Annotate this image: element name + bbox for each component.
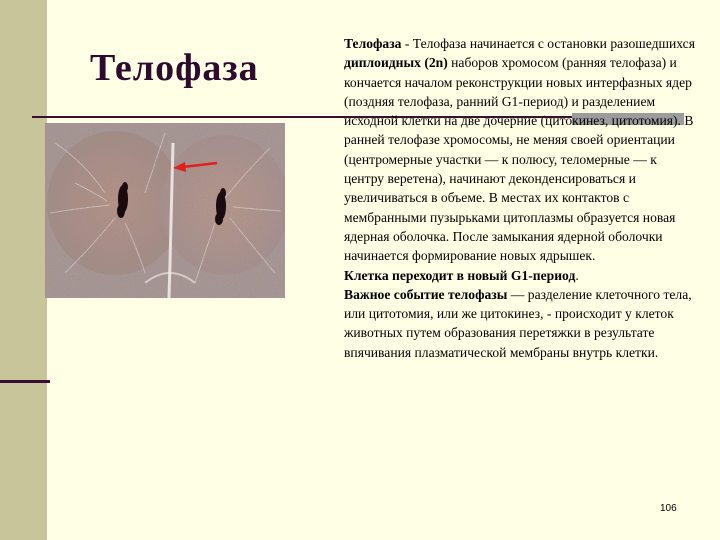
- telophase-micrograph: [45, 123, 285, 298]
- text-paragraph: [344, 34, 696, 266]
- description-text: [344, 34, 696, 362]
- text-run: наборов хромосом (ранняя телофаза) и кончается началом реконструкции новых интерфазных ядер (поздняя телофаза, ранний G1-период) и разделением исходной клетки на две дочерние (цитокинез, цитотомия). В ранней телофазе хромосомы, не меняя своей ориентации (центромерные участки — к полюсу, теломерные — к центру веретена), начинают деконденсироваться и увеличиваться в объеме. В местах их контактов с мембранными пузырьками цитоплазмы образуется новая ядерная оболочка. После замыкания ядерной оболочки начинается формирование новых ядрышек.: [344, 55, 694, 264]
- left-decorative-band: [0, 0, 47, 540]
- page-number: 106: [660, 503, 677, 514]
- slide-title: Телофаза: [90, 47, 259, 89]
- left-band-accent-line: [0, 380, 50, 383]
- text-paragraph: [344, 285, 696, 362]
- text-run: - Телофаза начинается с остановки разошедшихся: [401, 36, 695, 51]
- text-run: .: [575, 267, 579, 283]
- bold-run: Телофаза: [344, 36, 402, 51]
- bold-run: диплоидных (2n): [344, 55, 448, 71]
- bold-run: Важное событие телофазы: [344, 286, 508, 302]
- text-paragraph: [344, 266, 696, 285]
- bold-run: Клетка переходит в новый G1-период: [344, 267, 576, 283]
- text-run: — разделение клеточного тела, или цитотомия, или же цитокинез, - происходит у клеток животных путем образования перетяжки в результате впячивания плазматической мембраны внутрь клетки.: [344, 286, 692, 360]
